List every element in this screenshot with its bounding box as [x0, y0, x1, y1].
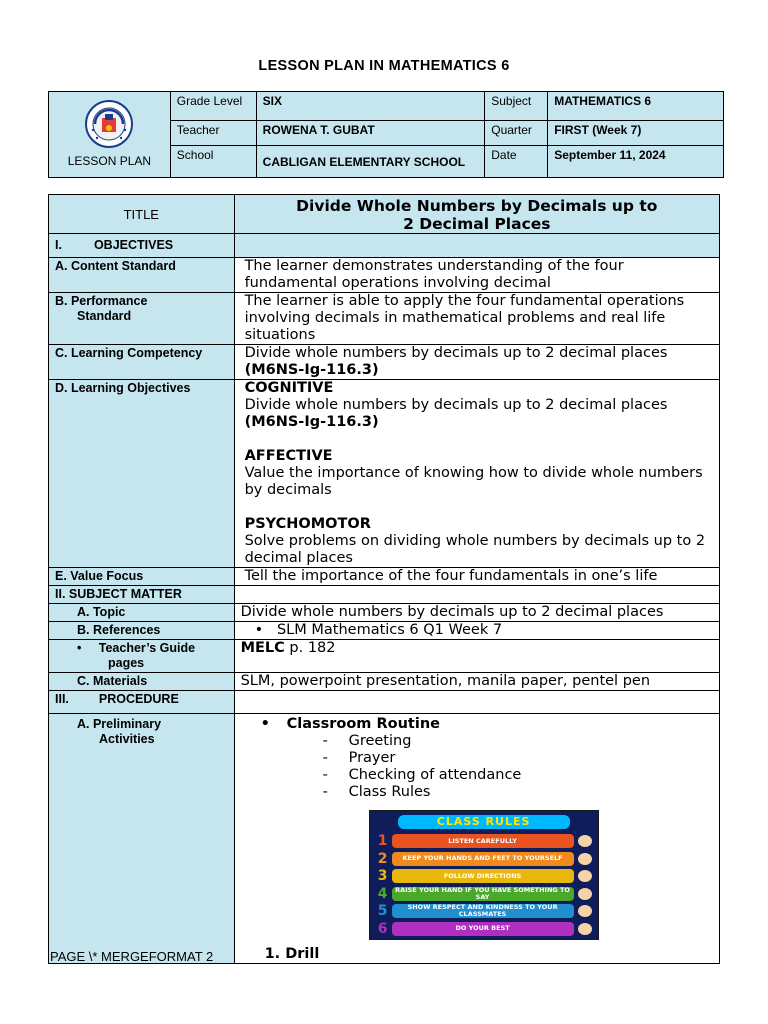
quarter-value: FIRST (Week 7)	[548, 121, 724, 146]
rule-number: 3	[377, 868, 388, 884]
rule-number: 2	[377, 850, 388, 867]
lesson-title	[234, 195, 719, 234]
psychomotor-heading: PSYCHOMOTOR	[244, 516, 371, 532]
teachers-guide-pages: p. 182	[284, 640, 336, 656]
psychomotor-text: Solve problems on dividing whole numbers by decimals up to 2 decimal places	[244, 533, 706, 566]
teachers-guide-label	[49, 640, 235, 673]
teachers-guide-label-1: Teacher’s Guide	[98, 641, 196, 655]
references-label: B. References	[49, 622, 235, 640]
learning-objectives-label: D. Learning Objectives	[49, 380, 235, 568]
objectives-value	[234, 234, 719, 258]
rule-number: 1	[377, 833, 388, 849]
page-footer: PAGE \* MERGEFORMAT 2	[50, 949, 214, 964]
affective-heading: AFFECTIVE	[244, 448, 333, 464]
kid-icon	[578, 905, 592, 917]
grade-level-label: Grade Level	[170, 92, 256, 121]
teachers-guide-value	[234, 640, 719, 673]
title-label: TITLE	[49, 195, 235, 234]
teachers-guide-label-2: pages	[108, 656, 145, 670]
school-value: CABLIGAN ELEMENTARY SCHOOL	[256, 146, 485, 178]
routine-item: - Prayer	[323, 750, 709, 767]
topic-value: Divide whole numbers by decimals up to 2 decimal places	[234, 604, 719, 622]
cognitive-heading: COGNITIVE	[244, 380, 334, 396]
procedure-heading	[49, 691, 235, 714]
content-standard-value: The learner demonstrates understanding of the four fundamental operations involving decimal	[234, 258, 719, 293]
references-bullet: •	[254, 622, 264, 638]
procedure-num: III.	[55, 692, 69, 706]
affective-text: Value the importance of knowing how to divide whole numbers by decimals	[244, 465, 703, 498]
rule-banner: LISTEN CAREFULLY	[392, 834, 574, 848]
value-focus-label: E. Value Focus	[49, 568, 235, 586]
rule-banner: DO YOUR BEST	[392, 922, 574, 936]
classroom-routine-text: Classroom Routine	[286, 716, 440, 732]
teacher-label: Teacher	[170, 121, 256, 146]
lesson-plan-table	[48, 194, 720, 964]
date-value: September 11, 2024	[548, 146, 724, 178]
poster-title: CLASS RULES	[398, 815, 570, 829]
kid-icon	[578, 888, 592, 900]
cognitive-text: Divide whole numbers by decimals up to 2 decimal places	[244, 397, 668, 413]
class-rules-poster	[369, 810, 599, 940]
drill-heading: 1. Drill	[264, 946, 320, 962]
learning-competency-text: Divide whole numbers by decimals up to 2 decimal places	[244, 345, 668, 361]
logo-cell	[49, 92, 171, 178]
teachers-guide-melc: MELC	[240, 640, 285, 656]
objectives-heading	[49, 234, 235, 258]
routine-bullet: •	[260, 716, 270, 732]
topic-label: A. Topic	[49, 604, 235, 622]
content-standard-label: A. Content Standard	[49, 258, 235, 293]
lesson-title-line-2: 2 Decimal Places	[403, 215, 551, 233]
teachers-guide-bullet: •	[77, 641, 82, 655]
learning-competency-code: (M6NS-Ig-116.3)	[244, 362, 379, 378]
routine-item: - Class Rules	[323, 784, 709, 801]
rule-banner: KEEP YOUR HANDS AND FEET TO YOURSELF	[392, 852, 574, 866]
kid-icon	[578, 853, 592, 865]
objectives-label: OBJECTIVES	[93, 238, 174, 252]
rule-number: 6	[377, 920, 388, 937]
subject-matter-value	[234, 586, 719, 604]
quarter-label: Quarter	[485, 121, 548, 146]
deped-seal-icon	[85, 100, 133, 148]
performance-standard-value: The learner is able to apply the four fundamental operations involving decimals in mathematical problems and real life situations	[234, 293, 719, 345]
routine-list	[245, 733, 709, 801]
learning-competency-value	[234, 345, 719, 380]
performance-standard-label-1: B. Performance	[55, 294, 148, 308]
references-value	[234, 622, 719, 640]
kid-icon	[578, 923, 592, 935]
learning-competency-label: C. Learning Competency	[49, 345, 235, 380]
learning-objectives-value	[234, 380, 719, 568]
objectives-num: I.	[55, 238, 62, 252]
rule-banner: SHOW RESPECT AND KINDNESS TO YOUR CLASSMATES	[392, 904, 574, 918]
subject-matter-heading: II. SUBJECT MATTER	[49, 586, 235, 604]
school-label: School	[170, 146, 256, 178]
performance-standard-label	[49, 293, 235, 345]
lesson-title-line-1: Divide Whole Numbers by Decimals up to	[296, 197, 658, 215]
date-label: Date	[485, 146, 548, 178]
cognitive-code: (M6NS-Ig-116.3)	[244, 414, 379, 430]
preliminary-activities-label	[49, 714, 235, 964]
grade-level-value: SIX	[256, 92, 485, 121]
rule-banner: RAISE YOUR HAND IF YOU HAVE SOMETHING TO SAY	[392, 887, 574, 901]
kid-icon	[578, 870, 592, 882]
subject-value: MATHEMATICS 6	[548, 92, 724, 121]
preliminary-label-2: Activities	[99, 732, 155, 746]
classroom-routine	[245, 716, 709, 733]
routine-item: - Checking of attendance	[323, 767, 709, 784]
kid-icon	[578, 835, 592, 847]
lesson-plan-label: LESSON PLAN	[67, 154, 152, 168]
teacher-value: ROWENA T. GUBAT	[256, 121, 485, 146]
routine-item: - Greeting	[323, 733, 709, 750]
references-text: SLM Mathematics 6 Q1 Week 7	[276, 622, 503, 638]
materials-label: C. Materials	[49, 673, 235, 691]
value-focus-value: Tell the importance of the four fundamentals in one’s life	[234, 568, 719, 586]
preliminary-label-1: A. Preliminary	[77, 717, 162, 731]
rule-number: 4	[377, 885, 388, 902]
document-title: LESSON PLAN IN MATHEMATICS 6	[258, 58, 510, 74]
rule-banner: FOLLOW DIRECTIONS	[392, 869, 574, 883]
performance-standard-label-2: Standard	[77, 309, 132, 323]
procedure-value	[234, 691, 719, 714]
preliminary-activities-value	[234, 714, 719, 964]
subject-label: Subject	[485, 92, 548, 121]
materials-value: SLM, powerpoint presentation, manila paper, pentel pen	[234, 673, 719, 691]
procedure-label: PROCEDURE	[98, 692, 179, 706]
header-table	[48, 91, 724, 178]
rule-number: 5	[377, 903, 388, 919]
